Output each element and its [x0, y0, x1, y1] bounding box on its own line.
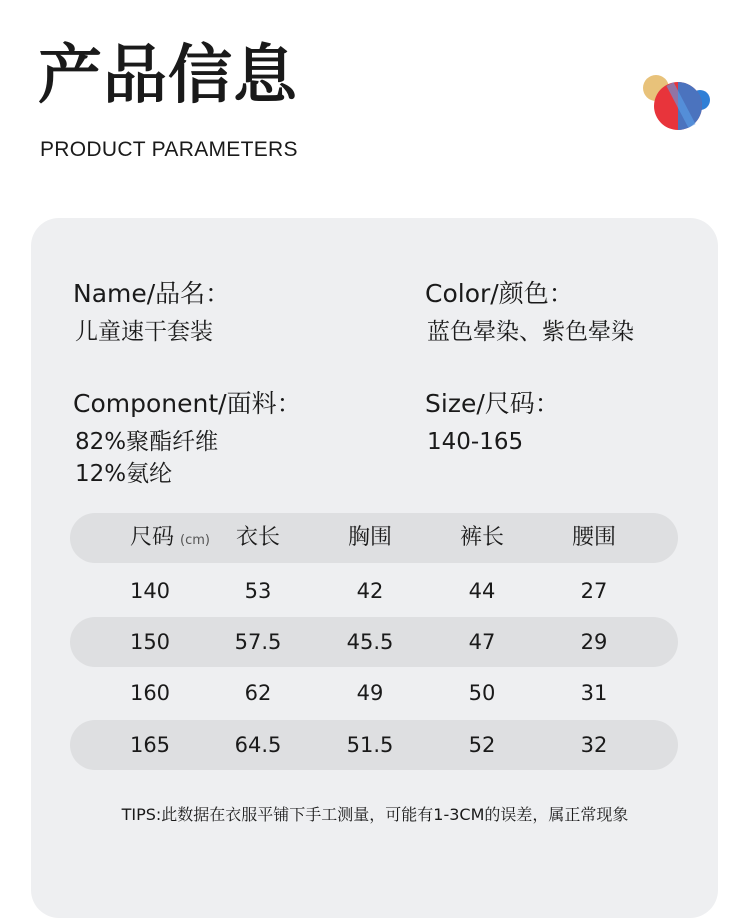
- table-cell: 49: [356, 681, 384, 705]
- table-cell: 32: [580, 733, 608, 757]
- name-value: 儿童速干套装: [75, 319, 213, 345]
- size-value: 140-165: [427, 429, 524, 455]
- header-waist: 腰围: [571, 525, 616, 550]
- brand-logo-icon: [640, 70, 712, 134]
- component-value-1: 82%聚酯纤维: [75, 429, 219, 455]
- table-cell: 53: [244, 579, 272, 603]
- table-cell: 27: [580, 579, 608, 603]
- table-row: [70, 566, 678, 616]
- header-pants-length: 裤长: [459, 525, 504, 550]
- page-title: 产品信息: [38, 39, 298, 113]
- name-label: Name/品名：: [73, 279, 231, 308]
- size-label: Size/尺码：: [425, 389, 560, 418]
- table-row: [70, 720, 678, 770]
- table-cell: 31: [580, 681, 608, 705]
- header-size: 尺码 (cm): [130, 525, 210, 550]
- table-cell: 57.5: [234, 630, 282, 654]
- table-cell: 51.5: [346, 733, 394, 757]
- table-cell: 160: [129, 681, 171, 705]
- table-cell: 50: [468, 681, 496, 705]
- table-cell: 62: [244, 681, 272, 705]
- table-row: [70, 668, 678, 718]
- table-cell: 47: [468, 630, 496, 654]
- table-cell: 29: [580, 630, 608, 654]
- table-row: [70, 617, 678, 667]
- table-cell: 165: [129, 733, 171, 757]
- table-cell: 44: [468, 579, 496, 603]
- size-table-header: [70, 513, 678, 563]
- color-value: 蓝色晕染、紫色晕染: [427, 319, 634, 345]
- table-cell: 64.5: [234, 733, 282, 757]
- table-cell: 140: [129, 579, 171, 603]
- header-chest: 胸围: [347, 525, 392, 550]
- unit-label: (cm): [180, 533, 210, 548]
- header-length: 衣长: [235, 525, 280, 550]
- color-label: Color/颜色：: [425, 279, 574, 308]
- table-cell: 45.5: [346, 630, 394, 654]
- table-cell: 42: [356, 579, 384, 603]
- table-cell: 150: [129, 630, 171, 654]
- table-cell: 52: [468, 733, 496, 757]
- component-value-2: 12%氨纶: [75, 461, 173, 487]
- component-label: Component/面料：: [73, 389, 302, 418]
- measurement-tips: TIPS:此数据在衣服平铺下手工测量，可能有1-3CM的误差，属正常现象: [121, 805, 629, 824]
- page-subtitle: PRODUCT PARAMETERS: [40, 138, 298, 161]
